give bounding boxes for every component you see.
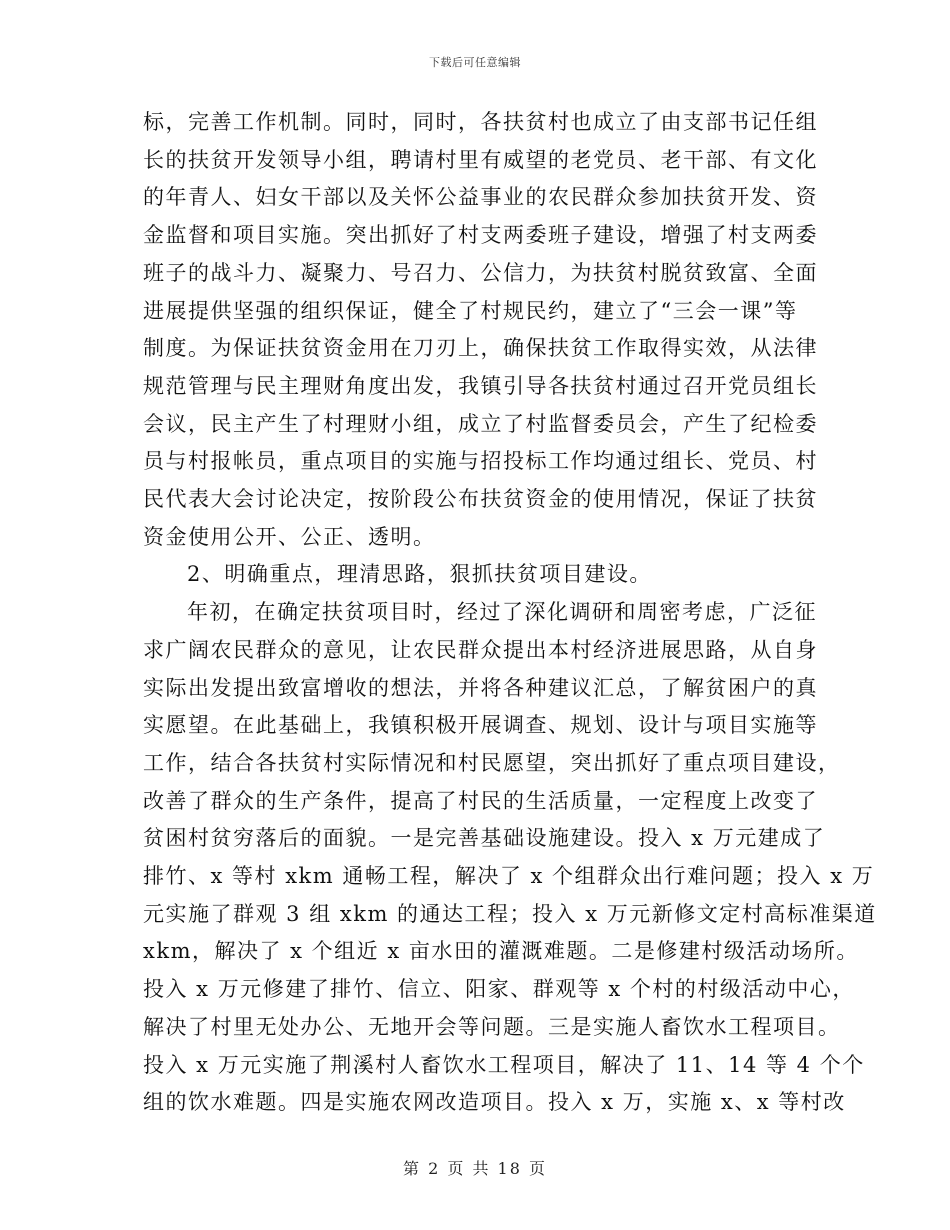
text-line: 投入 x 万元实施了荆溪村人畜饮水工程项目，解决了 11、14 等 4 个个 [143,1052,865,1077]
text-line: 规范管理与民主理财角度出发，我镇引导各扶贫村通过召开党员组长 [143,373,818,398]
text-line: 班子的战斗力、凝聚力、号召力、公信力，为扶贫村脱贫致富、全面 [143,260,818,285]
text-line: xkm，解决了 x 个组近 x 亩水田的灌溉难题。二是修建村级活动场所。 [143,939,859,964]
text-line: 会议，民主产生了村理财小组，成立了村监督委员会，产生了纪检委 [143,411,818,436]
text-line: 组的饮水难题。四是实施农网改造项目。投入 x 万，实施 x、x 等村改 [143,1090,846,1115]
document-body [143,104,877,1122]
text-line: 民代表大会讨论决定，按阶段公布扶贫资金的使用情况，保证了扶贫 [143,487,818,512]
text-line: 员与村报帐员，重点项目的实施与招投标工作均通过组长、党员、村 [143,449,818,474]
text-line: 制度。为保证扶贫资金用在刀刃上，确保扶贫工作取得实效，从法律 [143,336,818,361]
text-line: 投入 x 万元修建了排竹、信立、阳家、群观等 x 个村的村级活动中心， [143,977,855,1002]
text-line: 元实施了群观 3 组 xkm 的通达工程；投入 x 万元新修文定村高标准渠道 [143,901,877,926]
text-line: 实愿望。在此基础上，我镇积极开展调查、规划、设计与项目实施等 [143,713,818,738]
text-line: 长的扶贫开发领导小组，聘请村里有威望的老党员、老干部、有文化 [143,147,818,172]
text-line: 标，完善工作机制。同时，同时，各扶贫村也成立了由支部书记任组 [143,110,818,134]
paragraph-1 [143,104,818,556]
text-line: 实际出发提出致富增收的想法，并将各种建议汇总，了解贫困户的真 [143,675,818,700]
paragraph-2 [143,594,877,1122]
text-line: 改善了群众的生产条件，提高了村民的生活质量，一定程度上改变了 [143,788,818,813]
text-line: 资金使用公开、公正、透明。 [143,524,436,549]
text-line: 解决了村里无处办公、无地开会等问题。三是实施人畜饮水工程项目。 [143,1014,841,1039]
text-line: 进展提供坚强的组织保证，健全了村规民约，建立了“三会一课”等 [143,298,798,323]
text-line: 工作，结合各扶贫村实际情况和村民愿望，突出抓好了重点项目建设， [143,750,841,775]
text-line: 年初，在确定扶贫项目时，经过了深化调研和周密考虑，广泛征 [187,600,817,625]
page-number-footer: 第 2 页 共 18 页 [403,1159,547,1178]
text-line: 2、明确重点，理清思路，狠抓扶贫项目建设。 [187,562,652,587]
text-line: 贫困村贫穷落后的面貌。一是完善基础设施建设。投入 x 万元建成了 [143,826,826,851]
text-line: 的年青人、妇女干部以及关怀公益事业的农民群众参加扶贫开发、资 [143,185,818,210]
section-heading [143,556,808,594]
text-line: 排竹、x 等村 xkm 通畅工程，解决了 x 个组群众出行难问题；投入 x 万 [143,864,875,889]
text-line: 求广阔农民群众的意见，让农民群众提出本村经济进展思路，从自身 [143,637,818,662]
page-header: 下载后可任意编辑 [429,56,521,69]
text-line: 金监督和项目实施。突出抓好了村支两委班子建设，增强了村支两委 [143,223,818,248]
